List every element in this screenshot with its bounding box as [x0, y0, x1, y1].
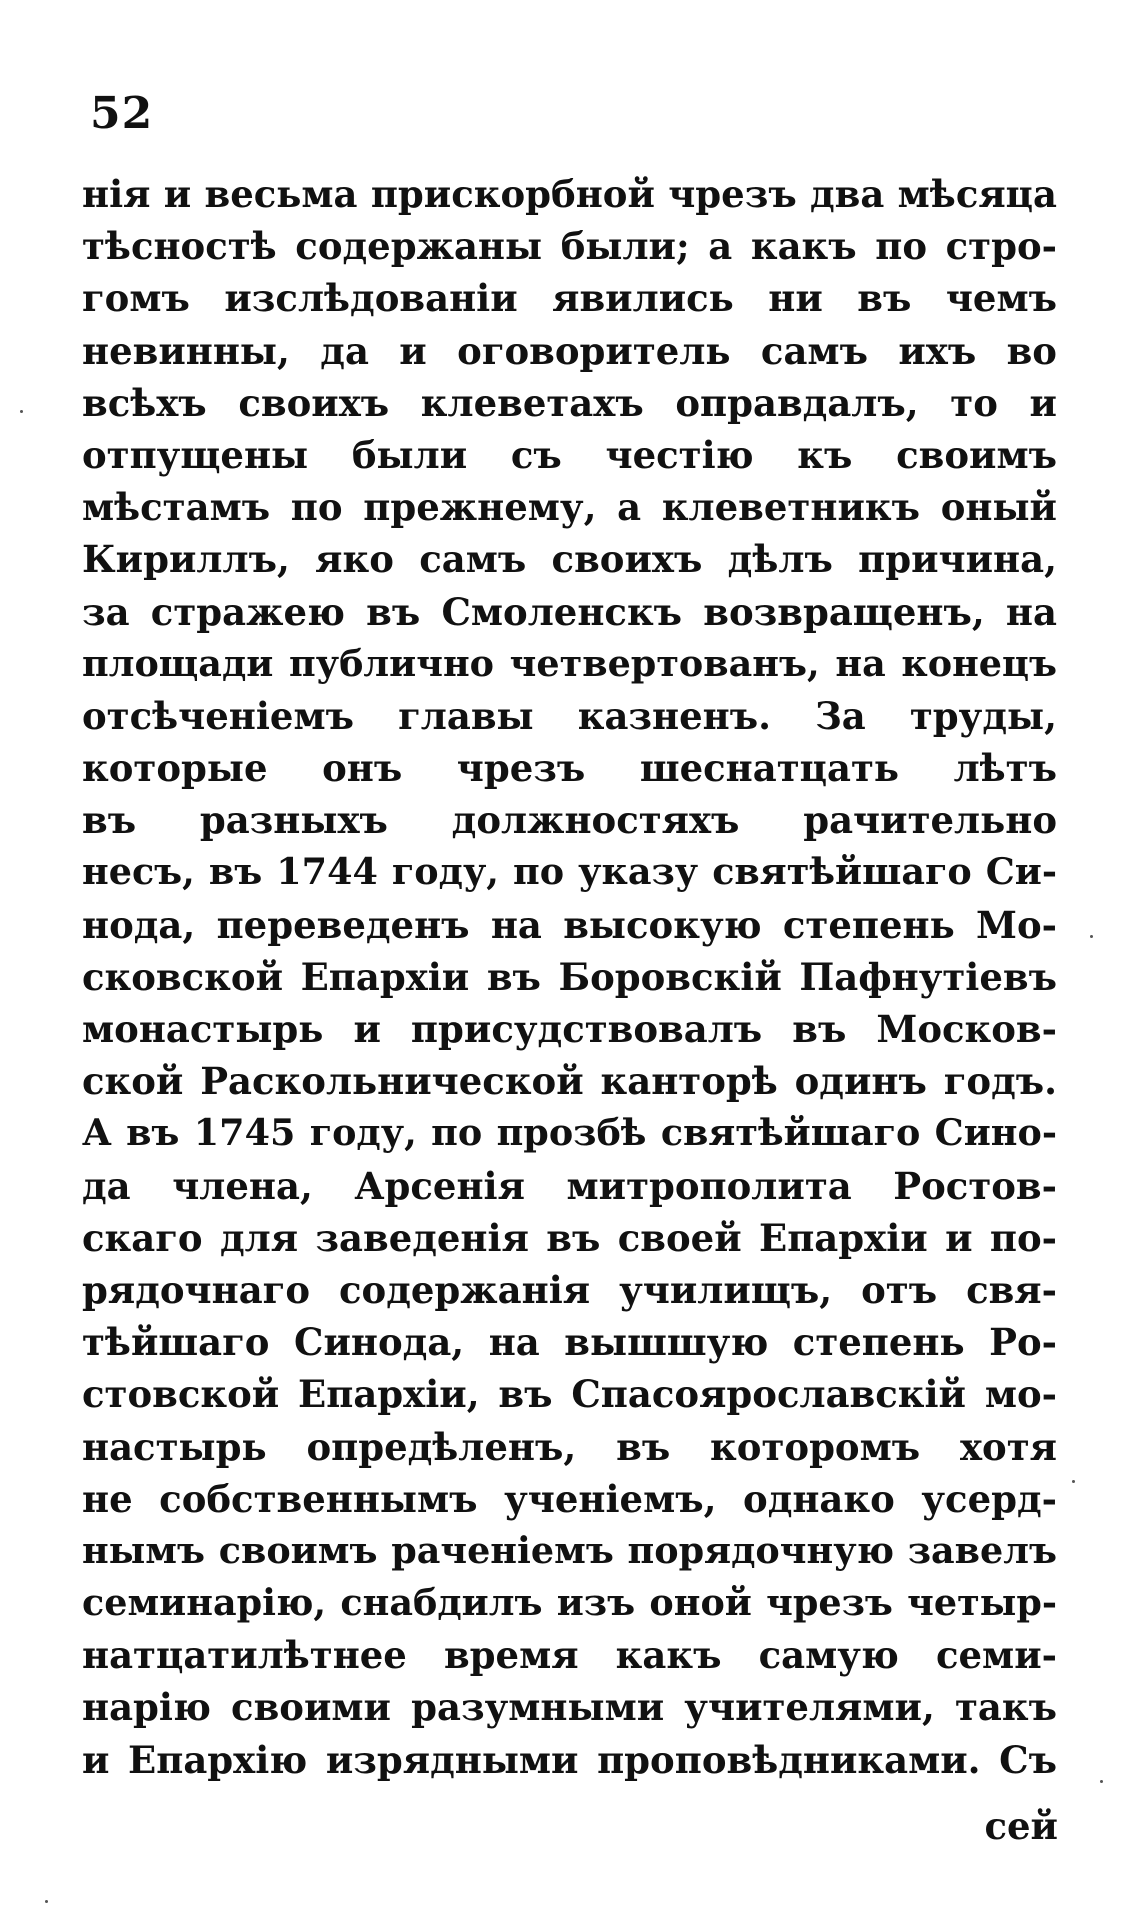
- text-line: гомъ изслѣдованіи явились ни въ чемъ: [82, 276, 1057, 321]
- page-number: 52: [90, 88, 154, 139]
- catchword: сей: [984, 1804, 1058, 1848]
- text-line: ской Раскольнической канторѣ одинъ годъ.: [82, 1059, 1057, 1104]
- text-line: монастырь и присудствовалъ въ Москов-: [82, 1007, 1057, 1051]
- text-line: за стражею въ Смоленскъ возвращенъ, на: [82, 589, 1057, 634]
- scan-speck: [1100, 1780, 1103, 1783]
- text-line: мѣстамъ по прежнему, а клеветникъ оный: [82, 485, 1057, 530]
- text-line: невинны, да и оговоритель самъ ихъ во: [82, 328, 1057, 373]
- text-line: нарію своими разумными учителями, такъ: [82, 1685, 1057, 1730]
- text-line: семинарію, снабдилъ изъ оной чрезъ четыр-: [82, 1581, 1057, 1625]
- text-line: сковской Епархіи въ Боровскій Пафнутіевъ: [82, 954, 1057, 999]
- text-line: не собственнымъ ученіемъ, однако усерд-: [82, 1476, 1057, 1521]
- scan-speck: [1072, 1480, 1075, 1483]
- text-line: скаго для заведенія въ своей Епархіи и по-: [82, 1215, 1057, 1260]
- scan-speck: [20, 410, 23, 413]
- text-line: нода, переведенъ на высокую степень Мо-: [82, 902, 1057, 947]
- text-line: тѣсностѣ содержаны были; а какъ по стро-: [82, 224, 1057, 269]
- text-line: рядочнаго содержанія училищъ, отъ свя-: [82, 1267, 1057, 1312]
- scan-speck: [45, 1900, 48, 1903]
- text-line: въ разныхъ должностяхъ рачительно: [82, 798, 1057, 843]
- text-line: которые онъ чрезъ шеснатцать лѣтъ: [82, 746, 1057, 791]
- text-line: тѣйшаго Синода, на вышшую степень Ро-: [82, 1320, 1057, 1365]
- text-line: да члена, Арсенія митрополита Ростов-: [82, 1163, 1057, 1208]
- text-line: нымъ своимъ раченіемъ порядочную завелъ: [82, 1528, 1057, 1572]
- scan-speck: [1090, 935, 1093, 938]
- text-line: несъ, въ 1744 году, по указу святѣйшаго Си-: [82, 850, 1057, 894]
- text-line: и Епархію изрядными проповѣдниками. Съ: [82, 1737, 1057, 1782]
- text-line: натцатилѣтнее время какъ самую семи-: [82, 1633, 1057, 1678]
- text-line: стовской Епархіи, въ Спасоярославскій мо-: [82, 1372, 1057, 1417]
- text-line: площади публично четвертованъ, на конецъ: [82, 641, 1057, 685]
- body-text: [82, 168, 1057, 1786]
- text-line: всѣхъ своихъ клеветахъ оправдалъ, то и: [82, 380, 1057, 425]
- text-line: А въ 1745 году, по прозбѣ святѣйшаго Сино-: [82, 1111, 1057, 1155]
- text-line: отпущены были съ честію къ своимъ: [82, 432, 1057, 477]
- text-line: нія и весьма прискорбной чрезъ два мѣсяца: [82, 172, 1057, 216]
- text-line: отсѣченіемъ главы казненъ. За труды,: [82, 693, 1057, 738]
- text-line: Кириллъ, яко самъ своихъ дѣлъ причина,: [82, 537, 1057, 582]
- text-line: настырь опредѣленъ, въ которомъ хотя: [82, 1424, 1057, 1469]
